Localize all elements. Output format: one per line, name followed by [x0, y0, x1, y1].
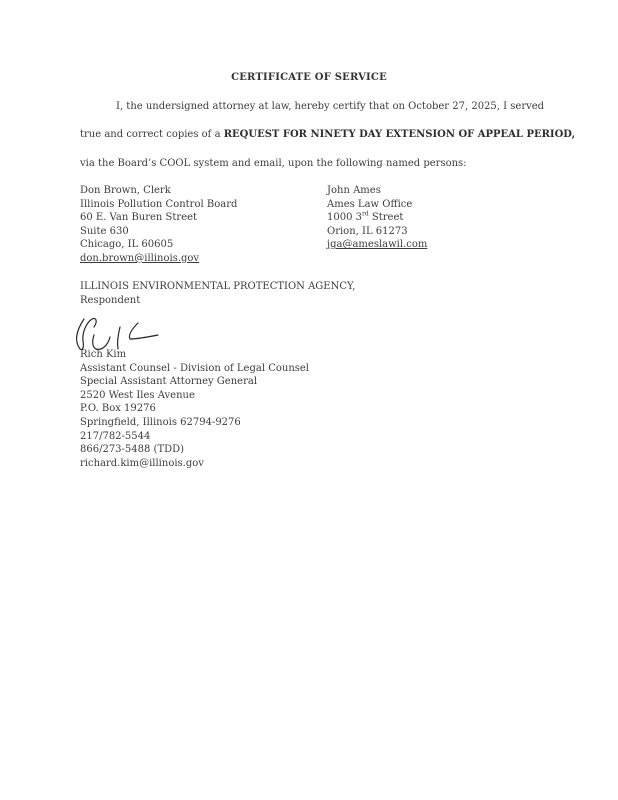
line-2-prefix: true and correct copies of a — [80, 129, 224, 140]
ordinal-suffix: rd — [362, 210, 369, 218]
signer-street: 2520 West Iles Avenue — [80, 389, 195, 401]
recipient-email-link[interactable]: don.brown@illinois.gov — [80, 252, 200, 264]
signer-block — [80, 348, 309, 470]
recipient-organization: Illinois Pollution Control Board — [80, 198, 238, 210]
signer-name: Rich Kim — [80, 349, 127, 360]
street-name: Street — [368, 212, 404, 224]
recipient-address-left — [80, 184, 237, 266]
recipient-street: 60 E. Van Buren Street — [80, 212, 198, 224]
signer-email: richard.kim@illinois.gov — [80, 457, 204, 469]
agency-block — [80, 280, 356, 307]
recipient-suite: Suite 630 — [80, 225, 129, 237]
recipient-email-link[interactable]: jga@ameslawil.com — [327, 239, 428, 251]
signer-title: Assistant Counsel - Division of Legal Counsel — [80, 362, 310, 374]
recipient-city: Chicago, IL 60605 — [80, 239, 174, 251]
signer-title-secondary: Special Assistant Attorney General — [80, 376, 258, 388]
recipient-organization: Ames Law Office — [327, 198, 413, 210]
certification-paragraph-line-1: I, the undersigned attorney at law, hereby certify that on October 27, 2025, I served — [116, 101, 545, 112]
recipient-city: Orion, IL 61273 — [327, 225, 408, 237]
street-number: 1000 3 — [327, 212, 362, 224]
signer-city: Springfield, Illinois 62794-9276 — [80, 416, 241, 428]
agency-name: ILLINOIS ENVIRONMENTAL PROTECTION AGENCY, — [80, 281, 356, 292]
agency-role: Respondent — [80, 294, 141, 306]
recipient-address-right — [327, 184, 427, 252]
recipient-street — [327, 211, 427, 225]
signer-po-box: P.O. Box 19276 — [80, 403, 156, 415]
document-title: CERTIFICATE OF SERVICE — [231, 72, 387, 83]
recipient-name: Don Brown, Clerk — [80, 185, 171, 196]
certification-paragraph-line-2 — [80, 129, 575, 140]
signer-tdd: 866/273-5488 (TDD) — [80, 444, 185, 456]
certification-paragraph-line-3: via the Board’s COOL system and email, upon the following named persons: — [80, 158, 467, 169]
recipient-name: John Ames — [327, 185, 381, 196]
document-subject: REQUEST FOR NINETY DAY EXTENSION OF APPEAL PERIOD, — [223, 129, 576, 140]
signer-phone: 217/782-5544 — [80, 430, 151, 442]
